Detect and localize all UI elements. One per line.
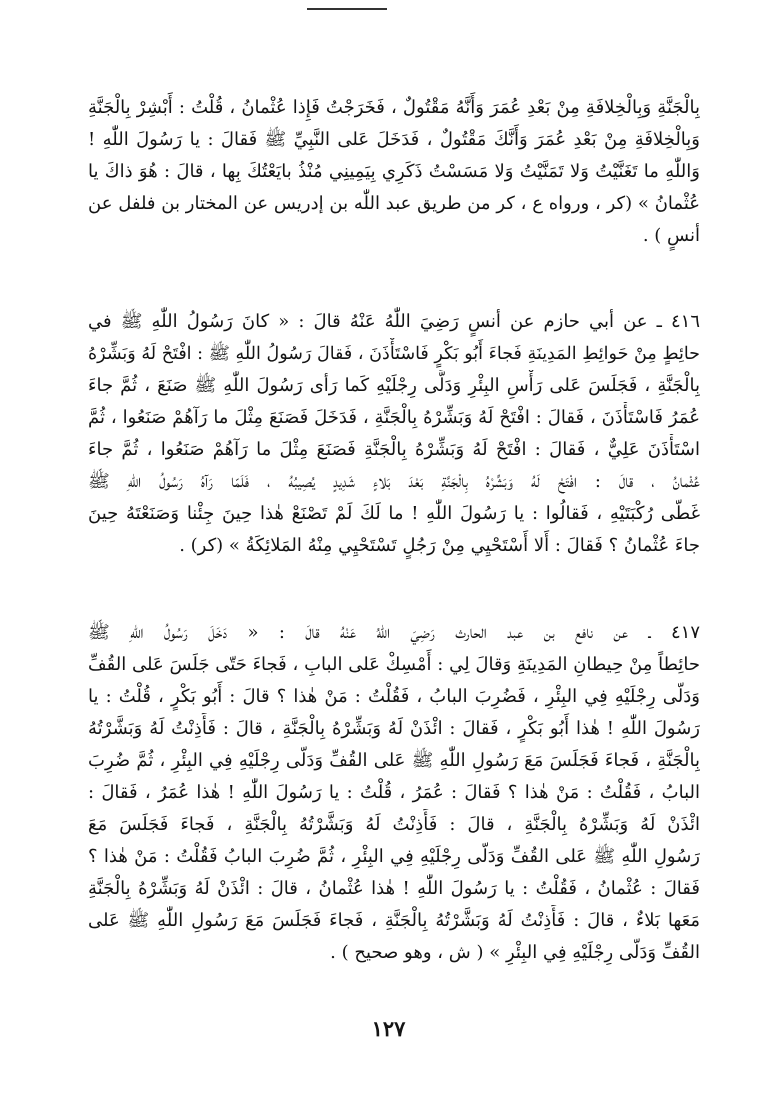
text-line: ٤١٧ ـ عن نافع بن عبد الحارث رَضِيَ اللّٰهُ عَنْهُ قالَ : « دَخَلَ رَسُولُ اللّٰهِ ﷺ bbox=[88, 622, 700, 643]
text-line: رَسُولِ اللّٰهِ ﷺ عَلى القُفِّ وَدَلّى رِجْلَيْهِ فِي البِئْرِ ، ثُمَّ ضُرِبَ البابُ فَقُلْتُ : مَنْ هٰذا ؟ bbox=[88, 846, 700, 867]
text-line: وَدَلّى رِجْلَيْهِ فِي البِئْرِ ، فَضُرِبَ البابُ ، فَقُلْتُ : مَنْ هٰذا ؟ قالَ : أَبُو بَكْرٍ ، قُلْتُ : يا bbox=[88, 686, 700, 707]
text-line: حائِطٍ مِنْ حَوائِطِ المَدِينَةِ فَجاءَ أَبُو بَكْرٍ فَاسْتَأْذَنَ ، فَقالَ رَسُولُ اللّٰهِ ﷺ : افْتَحْ لَهُ وَبَشِّرْهُ bbox=[88, 344, 700, 364]
page-number: ١٢٧ bbox=[371, 1016, 406, 1041]
text-line: عُمَرُ فَاسْتَأْذَنَ ، فَقالَ : افْتَحْ لَهُ وَبَشِّرْهُ بِالْجَنَّةِ ، فَدَخَلَ فَصَنَعَ مِثْلَ ما رَآهُمْ صَنَعُوا ، ثُمَّ bbox=[88, 407, 700, 428]
text-line: وَبِالْخِلافَةِ مِنْ بَعْدِ عُمَرَ وَأَنَّكَ مَقْتُولٌ ، فَدَخَلَ عَلى النَّبِيِّ ﷺ فَقالَ : يا رَسُولَ اللّٰهِ ! bbox=[88, 129, 700, 150]
text-line: عُثْمانُ » (كر ، ورواه ع ، كر من طريق عبد اللّٰه بن إدريس عن المختار بن فلفل عن bbox=[88, 193, 700, 214]
hadith-416 bbox=[88, 306, 700, 562]
hadith-417 bbox=[88, 617, 700, 969]
text-line: فَقالَ : عُثْمانُ ، فَقُلْتُ : يا رَسُولَ اللّٰهِ ! هٰذا عُثْمانُ ، قالَ : ائْذَنْ لَهُ وَبَشِّرْهُ بِالْجَنَّةِ bbox=[88, 878, 700, 899]
text-line: ٤١٦ ـ عن أبي حازم عن أنسٍ رَضِيَ اللّٰهُ عَنْهُ قالَ : « كانَ رَسُولُ اللّٰهِ ﷺ في bbox=[88, 311, 700, 332]
text-line: جاءَ عُثْمانُ ؟ فَقالَ : أَلا أَسْتَحْيِي مِنْ رَجُلٍ تَسْتَحْيِي مِنْهُ المَلائِكَةُ » (كر) . bbox=[179, 535, 700, 556]
text-line: غَطّى رُكْبَتَيْهِ ، فَقالُوا : يا رَسُولَ اللّٰهِ ! ما لَكَ لَمْ تَصْنَعْ هٰذا حِينَ جِئْنا وَصَنَعْتَهُ حِينَ bbox=[88, 503, 700, 524]
paragraph-continuation bbox=[88, 92, 700, 252]
text-line: بِالْجَنَّةِ ، فَجاءَ فَجَلَسَ مَعَ رَسُولِ اللّٰهِ ﷺ عَلى القُفِّ وَدَلّى رِجْلَيْهِ فِي البِئْرِ ، ثُمَّ ضُرِبَ bbox=[88, 750, 700, 771]
text-line: رَسُولَ اللّٰهِ ! هٰذا أَبُو بَكْرٍ ، فَقالَ : ائْذَنْ لَهُ وَبَشِّرْهُ بِالْجَنَّةِ ، قالَ : فَأَذِنْتُ لَهُ وَبَشَّرْتُهُ bbox=[88, 718, 700, 739]
text-line: مَعَها بَلاءٌ ، قالَ : فَأَذِنْتُ لَهُ وَبَشَّرْتُهُ بِالْجَنَّةِ ، فَجاءَ فَجَلَسَ مَعَ رَسُولِ اللّٰهِ ﷺ عَلى bbox=[88, 910, 700, 931]
text-line: حائِطاً مِنْ حِيطانِ المَدِينَةِ وَقالَ لِي : أَمْسِكْ عَلى البابِ ، فَجاءَ حَتّى جَلَسَ عَلى القُفِّ bbox=[88, 654, 700, 675]
text-line: أنسٍ ) . bbox=[642, 225, 700, 246]
text-line: وَاللّٰهِ ما تَغَنَّيْتُ وَلا تَمَنَّيْتُ وَلا مَسَسْتُ ذَكَرِي بِيَمِينِي مُنْذُ بايَعْتُكَ بِها ، قالَ : هُوَ ذاكَ يا bbox=[88, 161, 700, 182]
text-line: بِالْجَنَّةِ وَبِالْخِلافَةِ مِنْ بَعْدِ عُمَرَ وَأَنَّهُ مَقْتُولٌ ، فَخَرَجْتُ فَإِذا عُثْمانُ ، قُلْتُ : أَبْشِرْ بِالْجَنَّةِ bbox=[88, 97, 700, 118]
top-divider bbox=[307, 8, 387, 10]
text-line: ائْذَنْ لَهُ وَبَشِّرْهُ بِالْجَنَّةِ ، قالَ : فَأَذِنْتُ لَهُ وَبَشَّرْتُهُ بِالْجَنَّةِ ، فَجاءَ فَجَلَسَ مَعَ bbox=[88, 814, 700, 835]
text-line: عُثْمانُ ، قالَ : افْتَحْ لَهُ وَبَشِّرْهُ بِالْجَنَّةِ بَعْدَ بَلاءٍ شَدِيدٍ يُصِيبُهُ ، فَلَمّا رَآهُ رَسُولُ اللّٰهِ ﷺ bbox=[88, 471, 700, 492]
text-line: بِالْجَنَّةِ ، فَجَلَسَ عَلى رَأْسِ البِئْرِ وَدَلَّى رِجْلَيْهِ كَما رَأى رَسُولَ اللّٰهِ ﷺ صَنَعَ ، ثُمَّ جاءَ bbox=[88, 375, 700, 396]
text-line: البابُ ، فَقُلْتُ : مَنْ هٰذا ؟ فَقالَ : عُمَرُ ، قُلْتُ : يا رَسُولَ اللّٰهِ ! هٰذا عُمَرُ ، فَقالَ : bbox=[88, 782, 700, 803]
text-line: اسْتَأْذَنَ عَلِيٌّ ، فَقالَ : افْتَحْ لَهُ وَبَشِّرْهُ بِالْجَنَّةِ فَصَنَعَ مِثْلَ ما رَآهُمْ صَنَعُوا ، ثُمَّ جاءَ bbox=[88, 439, 700, 460]
text-line: القُفِّ وَدَلّى رِجْلَيْهِ فِي البِئْرِ » ( ش ، وهو صحيح ) . bbox=[330, 942, 700, 963]
